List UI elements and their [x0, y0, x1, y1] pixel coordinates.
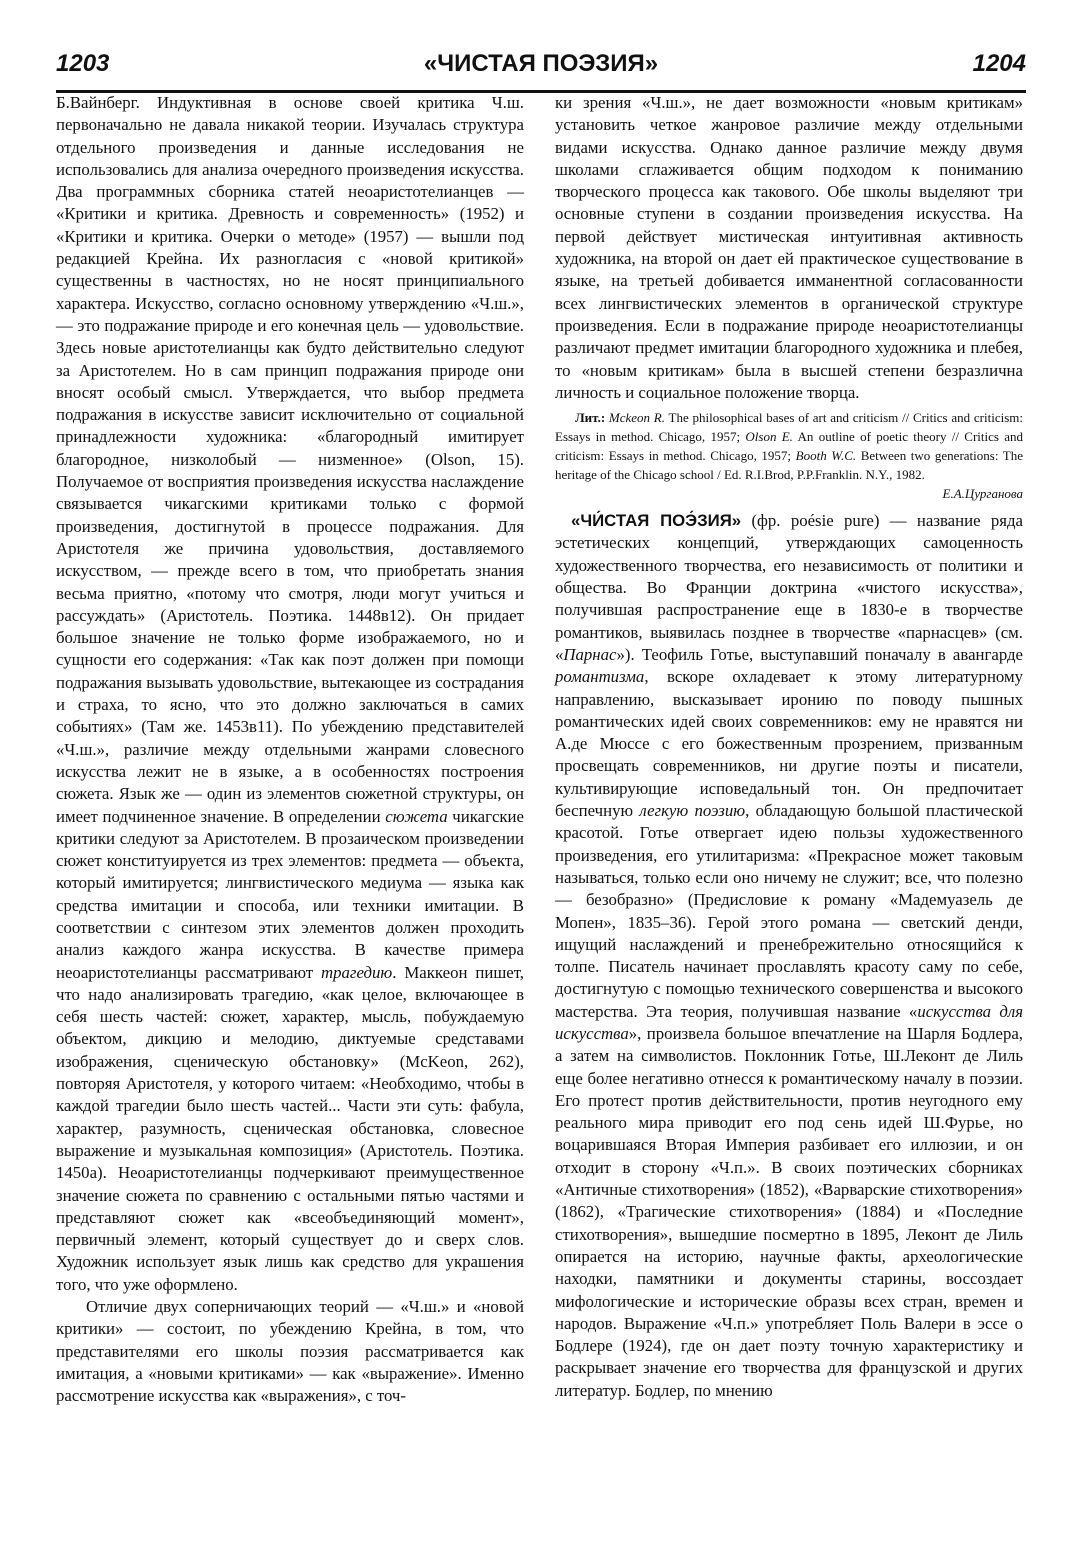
- page-number-left: 1203: [56, 50, 110, 77]
- literature-label: Лит.:: [575, 410, 606, 426]
- lit-title: An outline of poetic theory // Critics and criticism: Essays in method. Chicago, 1957;: [555, 429, 1023, 464]
- lit-author: Olson E.: [745, 429, 793, 445]
- text-run: , обладающую большой пластической красотой. Готье отвергает идею пользы художественного произведения, его утилитаризма: «Прекрасное может таковым называться, только если оно ничему не служит; все, что полезно — безобразно» (Предисловие к роману «Мадемуазель де Мопен», 1835–36). Герой этого романа — светский денди, ищущий наслаждений и пренебрежительно относящийся к толпе. Писатель начинает прославлять красоту саму по себе, достигнутую с помощью технического совершенства и высокого мастерства. Эта теория, получившая название «: [555, 801, 1024, 1021]
- lit-title: The philosophical bases of art and criticism // Critics and criticism: Essays in method. Chicago, 1957;: [555, 410, 1023, 445]
- italic-term: трагедию: [321, 962, 393, 982]
- left-column: [56, 92, 524, 1408]
- right-paragraph-1: ки зрения «Ч.ш.», не дает возможности «новым критикам» установить четкое жанровое различие между отдельными видами искусства. Однако данное различие между двумя школами сглаживается общим подходом к пониманию творческого процесса как такового. Обе школы выделяют три основные ступени в создании произведения искусства. На первой действует мистическая интуитивная активность художника, на второй он дает ей практическое существование в языке, на третьей добивается имманентной согласованности всех лингвистических элементов в органической структуре произведения. Если в подражание природе неоаристотелианцы различают предмет имитации благородного художника и плебея, то «новым критикам» была в высшей степени безразлична личность и социальное положение творца.: [555, 93, 1023, 402]
- italic-term: искусства для искусства: [555, 1001, 1023, 1043]
- text-run: », произвела большое впечатление на Шарля Бодлера, а затем на символистов. Поклонник Готье, Ш.Леконт де Лиль еще более негативно отнесся к романтическому началу в поэзии. Его протест против действительности, против неугодного ему реального мира приводит его под сень идей Ш.Фурье, но воцарившаяся Вторая Империя разбивает его иллюзии, и он отходит в сторону «Ч.п.». В своих поэтических сборниках «Античные стихотворения» (1852), «Варварские стихотворения» (1862), «Трагические стихотворения» (1884) и «Последние стихотворения», вышедшие посмертно в 1895, Леконт де Лиль опирается на историю, научные факты, археологические находки, памятники и документы старины, воссоздает мифологические и исторические образы всех стран, времен и народов. Выражение «Ч.п.» употребляет Поль Валери в эссе о Бодлере (1924), где он дает поэту точную характеристику и раскрывает значение его творчества для французской и других литератур. Бодлер, по мнению: [555, 1023, 1023, 1400]
- text-run: »). Теофиль Готье, выступавший поначалу в авангарде: [616, 644, 1023, 664]
- italic-term: сюжета: [385, 806, 448, 826]
- right-column: [555, 92, 1023, 1402]
- left-paragraph-2: Отличие двух соперничающих теорий — «Ч.ш.» и «новой критики» — состоит, по убеждению Крейна, в том, что представителями его школы поэзия рассматривается как имитация, а «новыми критиками» — как «выражение». Именно рассмотрение искусства как «выражения», с точ-: [56, 1297, 524, 1406]
- page-header: [56, 44, 1026, 93]
- text-run: , вскоре охладевает к этому литературному направлению, высказывает иронию по поводу пышных романтических идей своих современников: ему не нравятся ни А.де Мюссе с его божественным прозрением, призванным просвещать современников, ни другие поэты и писатели, культивирующие исповедальный тон. Он предпочитает беспечную: [555, 667, 1023, 821]
- text-run: Б.Вайнберг. Индуктивная в основе своей критика Ч.ш. первоначально не давала никакой теории. Изучалась структура отдельного произведения и данные исследования не использовались для анализа очередного произведения искусства. Два программных сборника статей неоаристотелианцев — «Критики и критика. Древность и современность» (1952) и «Критики и критика. Очерки о методе» (1957) — вышли под редакцией Крейна. Их разногласия с «новой критикой» существенны в частностях, но не носят принципиального характера. Искусство, согласно основному утверждению «Ч.ш.», — это подражание природе и его конечная цель — удовольствие. Здесь новые аристотелианцы как будто действительно следуют за Аристотелем. Но в сам принцип подражания природе они вносят особый смысл. Утверждается, что выбор предмета подражания в искусстве зависит исключительно от социальной принадлежности художника: «благородный имитирует благородное, низколобый — низменное» (Olson, 15). Получаемое от восприятия произведения искусства наслаждение связывается чикагскими критиками только с формой произведения, достигнутой в процессе подражания. Для Аристотеля же причина удовольствия, доставляемого искусством, — прежде всего в том, что приобретать знания весьма приятно, «потому что смотря, люди могут учиться и рассуждать» (Аристотель. Поэтика. 1448в12). Он придает большое значение не только форме изображаемого, но и сущности его содержания: «Так как поэт должен при помощи подражания вызывать удовольствие, вытекающее из сострадания и страха, то ясно, что это должно заключаться в самих событиях» (Там же. 1453в11). По убеждению представителей «Ч.ш.», различие между отдельными жанрами словесного искусства лежит не в языке, а в особенностях построения сюжета. Язык же — один из элементов сюжетной структуры, он имеет подчиненное значение. В определении: [56, 93, 524, 826]
- left-paragraph-1: [56, 92, 524, 1296]
- italic-term: легкую поэзию: [639, 801, 746, 821]
- text-run: . Маккеон пишет, что надо анализировать трагедию, «как целое, включающее в себя шесть частей: сюжет, характер, мысль, побуждаемую объектом, дикцию и мелодию, диктуемые средставами изображения, сценическую обстановку» (McKeon, 262), повторяя Аристотеля, у которого читаем: «Необходимо, чтобы в каждой трагедии было шесть частей... Части эти суть: фабула, характер, разумность, сценическая обстановка, словесное выражение и музыкальная композиция» (Аристотель. Поэтика. 1450а). Неоаристотелианцы подчеркивают преимущественное значение сюжета по сравнению с остальными пятью частями и представляют сюжет как «всеобъединяющий момент», первичный элемент, который существует до и сверх слов. Художник использует язык лишь как средство для украшения того, что уже оформлено.: [56, 962, 524, 1294]
- lit-author: Booth W.C.: [795, 448, 857, 464]
- article-author: Е.А.Цурганова: [942, 486, 1023, 502]
- italic-term: романтизма: [555, 667, 645, 687]
- running-title: «ЧИСТАЯ ПОЭЗИЯ»: [423, 50, 659, 77]
- literature-list: [555, 408, 1024, 502]
- italic-term: Парнас: [563, 644, 617, 664]
- page-number-right: 1204: [972, 50, 1026, 77]
- article-body: [555, 510, 1023, 1402]
- text-run: чикагские критики следуют за Аристотелем. В прозаическом произведении сюжет конституируется из трех элементов: предмета — объекта, который имитируется; лингвистического медиума — языка как средства имитации и способа, или техники имитации. В соответствии с синтезом этих элементов должен проходить анализ каждого жанра искусства. В качестве примера неоаристотелианцы рассматривают: [56, 806, 524, 982]
- lit-title: Between two generations: The heritage of the Chicago school / Ed. R.I.Brod, P.P.Franklin. N.Y., 1982.: [555, 448, 1024, 483]
- lit-author: Mckeon R.: [608, 410, 666, 426]
- text-run: (фр. poésie pure) — название ряда эстетических концепций, утверждающих самоценность художественного творчества, его независимость от политики и общества. Во Франции доктрина «чистого искусства», получившая распространение еще в 1830-е в творчестве романтиков, выявилась позднее в творчестве «парнасцев» (см. «: [555, 511, 1023, 664]
- article-title: «ЧИ́СТАЯ ПОЭ́ЗИЯ»: [571, 511, 742, 531]
